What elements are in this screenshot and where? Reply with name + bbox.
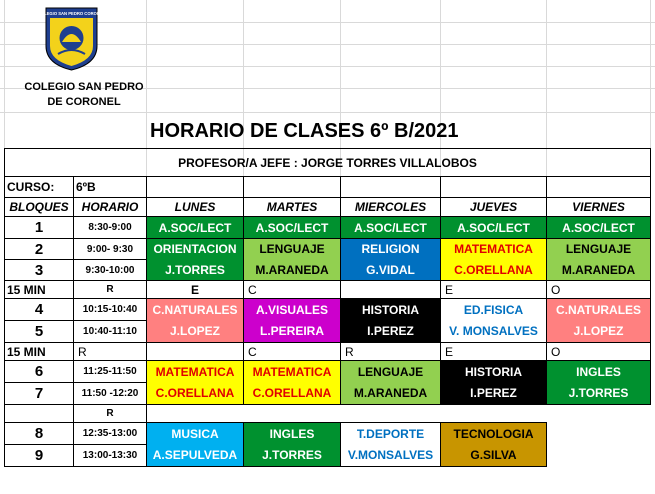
block-row-6 [5, 361, 651, 383]
break-letter [341, 281, 441, 299]
curso-empty-cell [244, 177, 341, 198]
subject-name: MATEMATICA [454, 242, 533, 257]
teacher-name: J.TORRES [568, 386, 629, 401]
class-cell [244, 361, 341, 405]
break-letter: O [547, 281, 651, 299]
break-letter: C [244, 281, 341, 299]
class-cell [441, 299, 547, 343]
block-time: 11:25-11:50 [74, 361, 147, 383]
school-logo [37, 6, 106, 72]
teacher-name: I.PEREZ [367, 324, 414, 339]
block-time: 8:30-9:00 [74, 217, 147, 239]
lunch-letter: R [74, 405, 147, 423]
teacher-name: J.TORRES [262, 448, 322, 463]
class-cell [147, 299, 244, 343]
block-time: 12:35-13:00 [74, 423, 147, 445]
header-martes: MARTES [244, 198, 341, 217]
break-letter: E [441, 343, 547, 361]
class-cell [547, 239, 651, 281]
subject-name: HISTORIA [464, 364, 523, 379]
subject-name: LENGUAJE [565, 242, 632, 257]
jefe-row [5, 149, 651, 177]
block-time: 9:30-10:00 [74, 260, 147, 281]
class-cell [547, 299, 651, 343]
break-letter: C [244, 343, 341, 361]
teacher-name: J.TORRES [165, 262, 225, 277]
subject-name: MATEMATICA [155, 364, 235, 379]
curso-value: 6ºB [74, 177, 147, 198]
subject-name: A.VISUALES [255, 302, 328, 317]
lunch-row [5, 405, 651, 423]
break-letter: R [74, 281, 147, 299]
schedule-table [4, 148, 651, 467]
block-number: 9 [5, 445, 74, 467]
class-cell [244, 239, 341, 281]
class-cell [441, 361, 547, 405]
block-row-2 [5, 239, 651, 260]
block-number: 8 [5, 423, 74, 445]
block-row-1 [5, 217, 651, 239]
class-cell [441, 239, 547, 281]
class-cell [244, 423, 341, 467]
class-cell [547, 361, 651, 405]
school-name-line1: COLEGIO SAN PEDRO [24, 81, 144, 93]
header-row [5, 198, 651, 217]
block-number: 5 [5, 321, 74, 343]
class-cell [341, 423, 441, 467]
subject-name: MUSICA [171, 426, 219, 441]
break-row [5, 343, 651, 361]
teacher-name: C.ORELLANA [155, 386, 235, 401]
teacher-name: J.LOPEZ [169, 324, 220, 339]
block-number: 3 [5, 260, 74, 281]
teacher-name: M.ARANEDA [255, 262, 329, 277]
block-time: 10:40-11:10 [74, 321, 147, 343]
teacher-name: V. MONSALVES [449, 324, 538, 339]
class-cell [147, 239, 244, 281]
class-cell [147, 423, 244, 467]
block-time: 10:15-10:40 [74, 299, 147, 321]
teacher-name: M.ARANEDA [561, 262, 636, 277]
break-letter: O [547, 343, 651, 361]
empty-cell [547, 423, 651, 467]
header-miercoles: MIERCOLES [341, 198, 441, 217]
header-horario: HORARIO [74, 198, 147, 217]
class-cell [441, 423, 547, 467]
subject-name: INGLES [576, 364, 621, 379]
block-row-8 [5, 423, 651, 445]
break-label: 15 MIN [5, 343, 74, 361]
break-row [5, 281, 651, 299]
school-name-line2: DE CORONEL [47, 96, 121, 108]
block-row-4 [5, 299, 651, 321]
block-time: 11:50 -12:20 [74, 383, 147, 405]
curso-empty-cell [547, 177, 651, 198]
profesor-jefe: PROFESOR/A JEFE : JORGE TORRES VILLALOBOS [5, 149, 651, 177]
page-title: HORARIO DE CLASES 6º B/2021 [150, 120, 459, 142]
class-cell: A.SOC/LECT [341, 217, 441, 239]
block-number: 1 [5, 217, 74, 239]
school-name [18, 80, 150, 110]
subject-name: ORIENTACION [153, 242, 237, 257]
lunch-empty-cell [147, 405, 651, 423]
break-letter: E [147, 281, 244, 299]
teacher-name: C.ORELLANA [252, 386, 332, 401]
subject-name: MATEMATICA [252, 364, 332, 379]
subject-name: T.DEPORTE [356, 426, 425, 441]
lunch-empty-cell [5, 405, 74, 423]
class-cell [244, 299, 341, 343]
class-cell [147, 361, 244, 405]
block-number: 7 [5, 383, 74, 405]
class-cell: A.SOC/LECT [147, 217, 244, 239]
header-lunes: LUNES [147, 198, 244, 217]
teacher-name: G.SILVA [470, 448, 517, 463]
class-cell [341, 239, 441, 281]
class-cell: A.SOC/LECT [547, 217, 651, 239]
header-bloques: BLOQUES [5, 198, 74, 217]
block-number: 6 [5, 361, 74, 383]
subject-name: INGLES [269, 426, 315, 441]
class-cell [341, 361, 441, 405]
curso-row [5, 177, 651, 198]
break-letter: E [441, 281, 547, 299]
teacher-name: V.MONSALVES [347, 448, 434, 463]
class-cell: A.SOC/LECT [441, 217, 547, 239]
header-jueves: JUEVES [441, 198, 547, 217]
teacher-name: J.LOPEZ [573, 324, 624, 339]
subject-name: LENGUAJE [259, 242, 325, 257]
class-cell: A.SOC/LECT [244, 217, 341, 239]
subject-name: RELIGION [361, 242, 420, 257]
class-cell [341, 299, 441, 343]
subject-name: C.NATURALES [555, 302, 642, 317]
curso-empty-cell [441, 177, 547, 198]
break-label: 15 MIN [5, 281, 74, 299]
subject-name: ED.FISICA [463, 302, 524, 317]
teacher-name: I.PEREZ [470, 386, 517, 401]
block-number: 2 [5, 239, 74, 260]
teacher-name: A.SEPULVEDA [152, 448, 238, 463]
break-letter: R [74, 343, 147, 361]
subject-name: C.NATURALES [152, 302, 238, 317]
block-time: 13:00-13:30 [74, 445, 147, 467]
teacher-name: L.PEREIRA [259, 324, 324, 339]
header-viernes: VIERNES [547, 198, 651, 217]
break-letter: R [341, 343, 441, 361]
block-time: 9:00- 9:30 [74, 239, 147, 260]
subject-name: HISTORIA [361, 302, 420, 317]
subject-name: TECNOLOGIA [453, 426, 534, 441]
curso-empty-cell [147, 177, 244, 198]
curso-label: CURSO: [5, 177, 74, 198]
block-number: 4 [5, 299, 74, 321]
break-letter [147, 343, 244, 361]
curso-empty-cell [341, 177, 441, 198]
logo-text: COLEGIO SAN PEDRO CORONEL [37, 11, 106, 16]
subject-name: LENGUAJE [357, 364, 424, 379]
teacher-name: M.ARANEDA [353, 386, 428, 401]
teacher-name: G.VIDAL [366, 262, 415, 277]
teacher-name: C.ORELLANA [454, 262, 533, 277]
